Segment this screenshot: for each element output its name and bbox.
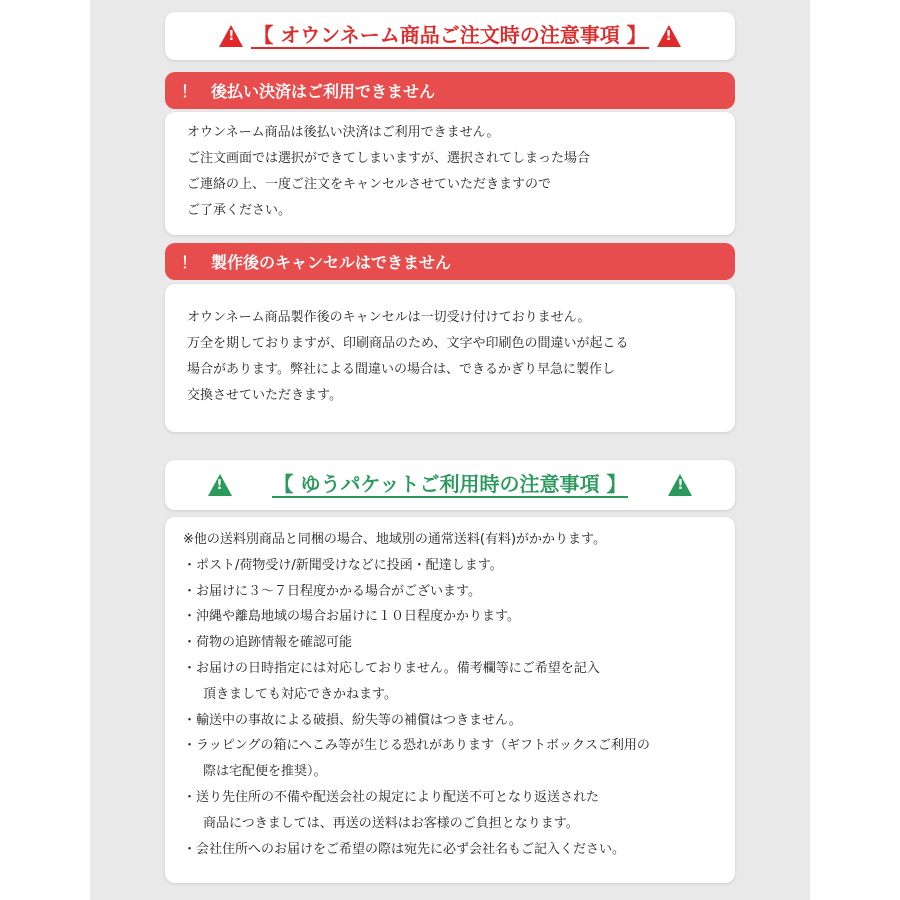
warning-icon [668, 474, 692, 496]
list-item: ・荷物の追跡情報を確認可能 [183, 635, 353, 651]
list-item-continued: 商品につきましては、再送の送料はお客様のご負担となります。 [203, 815, 579, 831]
list-item: ・沖縄や離島地域の場合お届けに１０日程度かかります。 [183, 609, 520, 625]
list-item: ・お届けの日時指定には対応しておりません。備考欄等にご希望を記入 [183, 660, 600, 676]
warning-icon [657, 25, 681, 47]
body-line: ご注文画面では選択ができてしまいますが、選択されてしまった場合 [187, 151, 591, 166]
warning-icon [208, 474, 232, 496]
body-line: オウンネーム商品は後払い決済はご利用できません。 [187, 125, 500, 140]
ownname-notice-title [165, 12, 735, 60]
list-item: ・ポスト/荷物受け/新聞受けなどに投函・配達します。 [183, 557, 503, 573]
list-item-continued: 際は宅配便を推奨）。 [203, 764, 327, 780]
list-item: ・会社住所へのお届けをご希望の際は宛先に必ず会社名もご記入ください。 [183, 841, 626, 857]
body-line: ご了承ください。 [187, 203, 292, 218]
exclamation-icon: ！ [181, 253, 198, 272]
notice-heading-text: 製作後のキャンセルはできません [211, 253, 452, 272]
notice-heading-cancel [165, 243, 735, 280]
notice-body-deferred-payment [165, 112, 735, 235]
section-title: 【 オウンネーム商品ご注文時の注意事項 】 [253, 23, 647, 47]
body-line: ※他の送料別商品と同梱の場合、地域別の通常送料(有料)がかかります。 [183, 532, 606, 547]
body-line: 交換させていただきます。 [187, 388, 342, 403]
list-item: ・送り先住所の不備や配送会社の規定により配送不可となり返送された [183, 789, 600, 805]
yupacket-notice-body [165, 517, 735, 883]
list-item-continued: 頂きましても対応できかねます。 [203, 686, 397, 702]
body-line: ご連絡の上、一度ご注文をキャンセルさせていただきますので [187, 177, 552, 192]
section-title: 【 ゆうパケットご利用時の注意事項 】 [273, 472, 627, 496]
body-line: オウンネーム商品製作後のキャンセルは一切受け付けておりません。 [187, 310, 591, 325]
body-line: 万全を期しておりますが、印刷商品のため、文字や印刷色の間違いが起こる [187, 336, 629, 351]
exclamation-icon: ！ [181, 82, 198, 101]
notice-heading-text: 後払い決済はご利用できません [211, 82, 436, 101]
body-line: 場合があります。弊社による間違いの場合は、できるかぎり早急に製作し [187, 362, 615, 377]
notice-body-cancel [165, 284, 735, 432]
notice-heading-deferred-payment [165, 72, 735, 109]
yupacket-notice-title [165, 460, 735, 510]
list-item: ・輸送中の事故による破損、紛失等の補償はつきません。 [183, 712, 522, 728]
list-item: ・ラッピングの箱にへこみ等が生じる恐れがあります（ギフトボックスご利用の [183, 738, 650, 754]
warning-icon [219, 25, 243, 47]
list-item: ・お届けに３～７日程度かかる場合がございます。 [183, 583, 481, 599]
